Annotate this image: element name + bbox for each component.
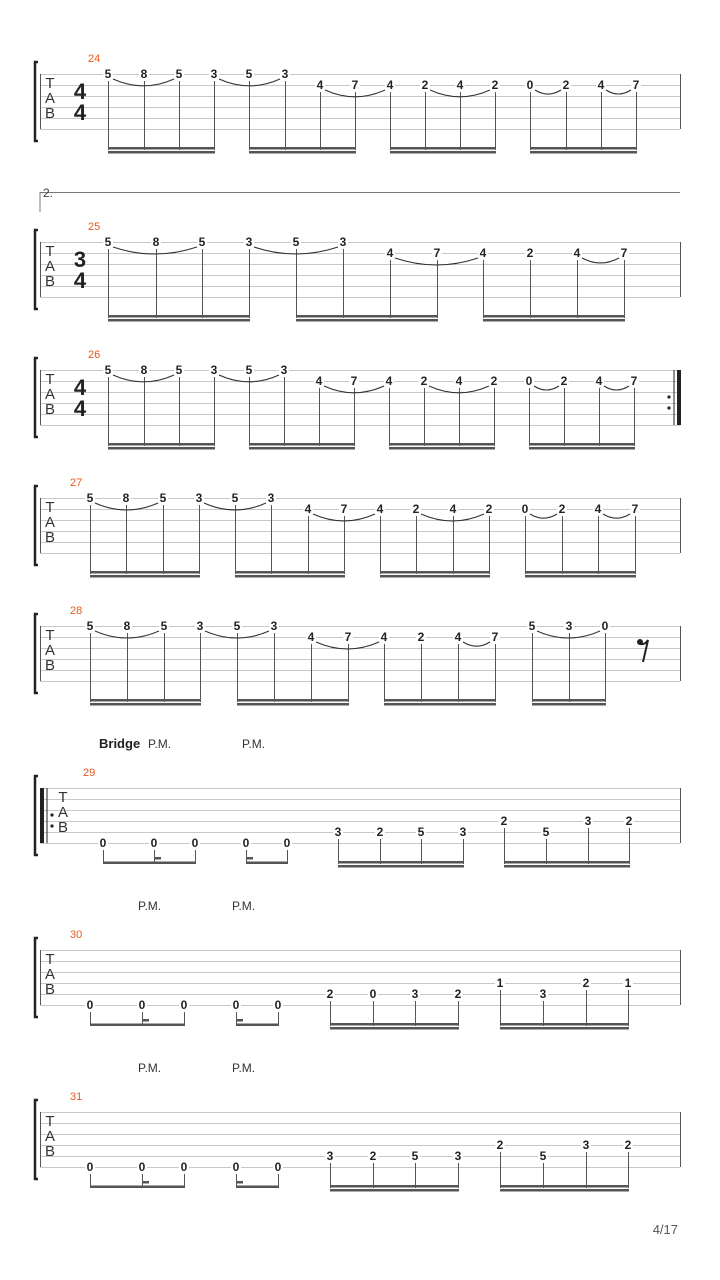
fret-number: 4 bbox=[316, 78, 324, 92]
beam-primary bbox=[500, 1185, 629, 1188]
beam-primary bbox=[529, 443, 635, 446]
time-signature-numerator: 4 bbox=[73, 375, 87, 400]
fret-number: 3 bbox=[196, 619, 204, 633]
beam-eighth bbox=[90, 1186, 185, 1189]
fret-number: 2 bbox=[490, 374, 498, 388]
fret-number: 3 bbox=[582, 1138, 590, 1152]
system-bracket bbox=[35, 614, 38, 693]
fret-number: 4 bbox=[455, 374, 463, 388]
fret-number: 5 bbox=[539, 1149, 547, 1163]
fret-number: 7 bbox=[433, 246, 441, 260]
beam-primary bbox=[483, 315, 625, 318]
time-signature-denominator: 4 bbox=[73, 100, 87, 125]
beam-secondary bbox=[500, 1027, 629, 1030]
time-signature-numerator: 4 bbox=[73, 79, 87, 104]
fret-number: 0 bbox=[86, 1160, 94, 1174]
fret-number: 4 bbox=[595, 374, 603, 388]
beam-primary bbox=[108, 147, 215, 150]
fret-number: 3 bbox=[539, 987, 547, 1001]
fret-number: 8 bbox=[122, 491, 130, 505]
beam-primary bbox=[330, 1185, 459, 1188]
beam-secondary bbox=[483, 319, 625, 322]
fret-number: 5 bbox=[175, 363, 183, 377]
fret-number: 3 bbox=[267, 491, 275, 505]
system-bracket bbox=[35, 230, 38, 309]
beam-primary bbox=[90, 699, 201, 702]
measure-number: 28 bbox=[70, 605, 83, 617]
beam-primary bbox=[500, 1023, 629, 1026]
fret-number: 0 bbox=[138, 998, 146, 1012]
system-bracket bbox=[35, 1100, 38, 1179]
tab-clef-letter: A bbox=[44, 642, 56, 659]
tab-clef-letter: A bbox=[44, 386, 56, 403]
fret-number: 2 bbox=[485, 502, 493, 516]
fret-number: 3 bbox=[326, 1149, 334, 1163]
beam-primary bbox=[532, 699, 606, 702]
fret-number: 8 bbox=[140, 363, 148, 377]
fret-number: 2 bbox=[500, 814, 508, 828]
beam-primary bbox=[330, 1023, 459, 1026]
palm-mute-marking: P.M. bbox=[242, 737, 266, 751]
fret-number: 0 bbox=[521, 502, 529, 516]
fret-number: 7 bbox=[340, 502, 348, 516]
tab-clef-letter: T bbox=[45, 627, 55, 644]
fret-number: 3 bbox=[411, 987, 419, 1001]
fret-number: 0 bbox=[99, 836, 107, 850]
fret-number: 7 bbox=[630, 374, 638, 388]
fret-number: 3 bbox=[459, 825, 467, 839]
beam-secondary bbox=[330, 1027, 459, 1030]
beam-primary bbox=[249, 147, 356, 150]
fret-number: 5 bbox=[104, 67, 112, 81]
palm-mute-marking: P.M. bbox=[148, 737, 172, 751]
fret-number: 0 bbox=[191, 836, 199, 850]
fret-number: 1 bbox=[496, 976, 504, 990]
fret-number: 4 bbox=[385, 374, 393, 388]
fret-number: 4 bbox=[386, 246, 394, 260]
beam-primary bbox=[237, 699, 349, 702]
fret-number: 8 bbox=[140, 67, 148, 81]
fret-number: 4 bbox=[304, 502, 312, 516]
beam-eighth bbox=[246, 862, 288, 865]
fret-number: 4 bbox=[376, 502, 384, 516]
fret-number: 4 bbox=[454, 630, 462, 644]
fret-number: 0 bbox=[369, 987, 377, 1001]
fret-number: 7 bbox=[632, 78, 640, 92]
tab-system bbox=[35, 929, 681, 1030]
tab-clef-letter: B bbox=[57, 819, 69, 836]
fret-number: 7 bbox=[344, 630, 352, 644]
fret-number: 4 bbox=[594, 502, 602, 516]
beam-secondary bbox=[330, 1189, 459, 1192]
slur-arc bbox=[535, 90, 561, 94]
fret-number: 5 bbox=[86, 491, 94, 505]
fret-number: 2 bbox=[562, 78, 570, 92]
beam-primary bbox=[390, 147, 496, 150]
fret-number: 2 bbox=[491, 78, 499, 92]
fret-number: 0 bbox=[180, 998, 188, 1012]
beam-eighth bbox=[90, 1024, 185, 1027]
beam-secondary bbox=[504, 865, 630, 868]
tab-system bbox=[35, 1091, 681, 1192]
fret-number: 0 bbox=[150, 836, 158, 850]
eighth-rest bbox=[640, 640, 648, 662]
beam-primary bbox=[380, 571, 490, 574]
tab-clef-letter: B bbox=[44, 105, 56, 122]
fret-number: 0 bbox=[242, 836, 250, 850]
fret-number: 2 bbox=[625, 814, 633, 828]
fret-number: 5 bbox=[104, 235, 112, 249]
fret-number: 4 bbox=[449, 502, 457, 516]
time-signature-denominator: 4 bbox=[73, 268, 87, 293]
beam-secondary bbox=[389, 447, 495, 450]
beam-secondary bbox=[296, 319, 438, 322]
slur-arc bbox=[530, 514, 557, 518]
fret-number: 3 bbox=[195, 491, 203, 505]
fret-number: 0 bbox=[601, 619, 609, 633]
beam-secondary bbox=[532, 703, 606, 706]
fret-number: 3 bbox=[339, 235, 347, 249]
fret-number: 2 bbox=[454, 987, 462, 1001]
slur-arc bbox=[463, 642, 490, 646]
palm-mute-marking: P.M. bbox=[138, 899, 162, 913]
fret-number: 7 bbox=[350, 374, 358, 388]
beam-primary bbox=[249, 443, 355, 446]
fret-number: 5 bbox=[159, 491, 167, 505]
tab-system bbox=[35, 605, 681, 706]
tab-clef-letter: A bbox=[57, 804, 69, 821]
fret-number: 0 bbox=[138, 1160, 146, 1174]
slur-arc bbox=[582, 258, 619, 263]
beam-primary bbox=[504, 861, 630, 864]
fret-number: 5 bbox=[411, 1149, 419, 1163]
fret-number: 2 bbox=[560, 374, 568, 388]
system-bracket bbox=[35, 776, 38, 855]
fret-number: 5 bbox=[104, 363, 112, 377]
fret-number: 2 bbox=[369, 1149, 377, 1163]
beam-eighth bbox=[236, 1186, 279, 1189]
system-bracket bbox=[35, 358, 38, 437]
beam-secondary bbox=[390, 151, 496, 154]
fret-number: 3 bbox=[210, 67, 218, 81]
tab-clef-letter: B bbox=[44, 981, 56, 998]
beam-secondary bbox=[237, 703, 349, 706]
fret-number: 3 bbox=[281, 67, 289, 81]
beam-stub bbox=[236, 1181, 243, 1184]
beam-secondary bbox=[380, 575, 490, 578]
tab-clef-letter: B bbox=[44, 529, 56, 546]
fret-number: 4 bbox=[456, 78, 464, 92]
fret-number: 5 bbox=[528, 619, 536, 633]
fret-number: 3 bbox=[245, 235, 253, 249]
fret-number: 0 bbox=[283, 836, 291, 850]
fret-number: 5 bbox=[86, 619, 94, 633]
tab-clef-letter: T bbox=[45, 371, 55, 388]
beam-secondary bbox=[530, 151, 637, 154]
tab-clef-letter: B bbox=[44, 657, 56, 674]
fret-number: 5 bbox=[542, 825, 550, 839]
measure-number: 25 bbox=[88, 221, 101, 233]
staff-layer bbox=[35, 53, 681, 1192]
measure-number: 30 bbox=[70, 929, 83, 941]
fret-number: 0 bbox=[274, 1160, 282, 1174]
fret-number: 7 bbox=[631, 502, 639, 516]
tab-clef-letter: T bbox=[45, 499, 55, 516]
beam-secondary bbox=[90, 703, 201, 706]
measure-number: 27 bbox=[70, 477, 83, 489]
tab-system bbox=[35, 53, 681, 154]
tab-system bbox=[35, 221, 681, 322]
system-bracket bbox=[35, 938, 38, 1017]
beam-secondary bbox=[108, 447, 215, 450]
beam-primary bbox=[108, 443, 215, 446]
beam-stub bbox=[236, 1019, 243, 1022]
fret-number: 4 bbox=[315, 374, 323, 388]
beam-secondary bbox=[338, 865, 464, 868]
beam-primary bbox=[235, 571, 345, 574]
fret-number: 2 bbox=[420, 374, 428, 388]
tab-clef-letter: B bbox=[44, 401, 56, 418]
beam-eighth bbox=[236, 1024, 279, 1027]
fret-number: 2 bbox=[582, 976, 590, 990]
fret-number: 4 bbox=[386, 78, 394, 92]
fret-number: 0 bbox=[232, 998, 240, 1012]
fret-number: 2 bbox=[417, 630, 425, 644]
beam-secondary bbox=[235, 575, 345, 578]
fret-number: 4 bbox=[597, 78, 605, 92]
fret-number: 7 bbox=[491, 630, 499, 644]
fret-number: 2 bbox=[624, 1138, 632, 1152]
fret-number: 4 bbox=[307, 630, 315, 644]
volta-label: 2. bbox=[43, 186, 54, 200]
beam-primary bbox=[338, 861, 464, 864]
fret-number: 1 bbox=[624, 976, 632, 990]
beam-secondary bbox=[108, 151, 215, 154]
slur-arc bbox=[534, 386, 559, 390]
fret-number: 2 bbox=[376, 825, 384, 839]
beam-primary bbox=[525, 571, 636, 574]
tab-system bbox=[35, 349, 680, 450]
repeat-dot bbox=[50, 824, 53, 827]
tab-clef-letter: T bbox=[45, 951, 55, 968]
tab-clef-letter: T bbox=[45, 243, 55, 260]
repeat-dot bbox=[667, 395, 670, 398]
system-bracket bbox=[35, 62, 38, 141]
beam-primary bbox=[296, 315, 438, 318]
fret-number: 4 bbox=[479, 246, 487, 260]
beam-secondary bbox=[249, 151, 356, 154]
tab-system bbox=[35, 767, 681, 868]
beam-primary bbox=[90, 571, 200, 574]
beam-stub bbox=[142, 1181, 149, 1184]
beam-primary bbox=[530, 147, 637, 150]
fret-number: 0 bbox=[86, 998, 94, 1012]
fret-number: 5 bbox=[417, 825, 425, 839]
measure-number: 24 bbox=[88, 53, 101, 65]
fret-number: 0 bbox=[274, 998, 282, 1012]
beam-stub bbox=[246, 857, 253, 860]
fret-number: 3 bbox=[565, 619, 573, 633]
tab-clef-letter: B bbox=[44, 273, 56, 290]
fret-number: 8 bbox=[123, 619, 131, 633]
fret-number: 5 bbox=[245, 67, 253, 81]
tab-clef-letter: T bbox=[45, 75, 55, 92]
fret-number: 2 bbox=[496, 1138, 504, 1152]
beam-primary bbox=[389, 443, 495, 446]
time-signature-numerator: 3 bbox=[73, 247, 87, 272]
measure-number: 31 bbox=[70, 1091, 83, 1103]
page-number: 4/17 bbox=[652, 1222, 678, 1237]
section-label: Bridge bbox=[99, 736, 141, 751]
tab-clef-letter: T bbox=[58, 789, 68, 806]
fret-number: 2 bbox=[412, 502, 420, 516]
tab-clef-letter: A bbox=[44, 1128, 56, 1145]
fret-number: 4 bbox=[380, 630, 388, 644]
fret-number: 2 bbox=[558, 502, 566, 516]
fret-number: 3 bbox=[280, 363, 288, 377]
volta-bracket bbox=[40, 186, 680, 212]
fret-number: 0 bbox=[526, 78, 534, 92]
beam-secondary bbox=[529, 447, 635, 450]
tab-clef-letter: A bbox=[44, 258, 56, 275]
beam-stub bbox=[142, 1019, 149, 1022]
fret-number: 4 bbox=[573, 246, 581, 260]
palm-mute-marking: P.M. bbox=[138, 1061, 162, 1075]
beam-primary bbox=[384, 699, 496, 702]
beam-stub bbox=[154, 857, 161, 860]
fret-number: 5 bbox=[233, 619, 241, 633]
fret-number: 3 bbox=[270, 619, 278, 633]
beam-secondary bbox=[525, 575, 636, 578]
fret-number: 0 bbox=[525, 374, 533, 388]
tab-clef-letter: A bbox=[44, 966, 56, 983]
beam-secondary bbox=[90, 575, 200, 578]
system-bracket bbox=[35, 486, 38, 565]
fret-number: 5 bbox=[175, 67, 183, 81]
fret-number: 3 bbox=[454, 1149, 462, 1163]
fret-number: 7 bbox=[351, 78, 359, 92]
fret-number: 7 bbox=[620, 246, 628, 260]
fret-number: 5 bbox=[231, 491, 239, 505]
fret-number: 2 bbox=[326, 987, 334, 1001]
palm-mute-marking: P.M. bbox=[232, 899, 256, 913]
fret-number: 5 bbox=[160, 619, 168, 633]
tab-clef-letter: A bbox=[44, 514, 56, 531]
tab-system bbox=[35, 477, 681, 578]
tab-clef-letter: A bbox=[44, 90, 56, 107]
measure-number: 26 bbox=[88, 349, 101, 361]
fret-number: 0 bbox=[180, 1160, 188, 1174]
beam-secondary bbox=[500, 1189, 629, 1192]
beam-secondary bbox=[249, 447, 355, 450]
fret-number: 0 bbox=[232, 1160, 240, 1174]
repeat-dot bbox=[50, 813, 53, 816]
fret-number: 5 bbox=[245, 363, 253, 377]
tab-clef-letter: T bbox=[45, 1113, 55, 1130]
fret-number: 2 bbox=[421, 78, 429, 92]
beam-primary bbox=[108, 315, 250, 318]
measure-number: 29 bbox=[83, 767, 96, 779]
beam-secondary bbox=[108, 319, 250, 322]
fret-number: 8 bbox=[152, 235, 160, 249]
palm-mute-marking: P.M. bbox=[232, 1061, 256, 1075]
fret-number: 5 bbox=[292, 235, 300, 249]
fret-number: 3 bbox=[334, 825, 342, 839]
fret-number: 3 bbox=[210, 363, 218, 377]
slur-arc bbox=[603, 514, 630, 518]
repeat-dot bbox=[667, 406, 670, 409]
beam-secondary bbox=[384, 703, 496, 706]
time-signature-denominator: 4 bbox=[73, 396, 87, 421]
slur-arc bbox=[606, 90, 631, 94]
slur-arc bbox=[604, 386, 629, 390]
beam-eighth bbox=[103, 862, 196, 865]
fret-number: 5 bbox=[198, 235, 206, 249]
tab-clef-letter: B bbox=[44, 1143, 56, 1160]
fret-number: 3 bbox=[584, 814, 592, 828]
fret-number: 2 bbox=[526, 246, 534, 260]
